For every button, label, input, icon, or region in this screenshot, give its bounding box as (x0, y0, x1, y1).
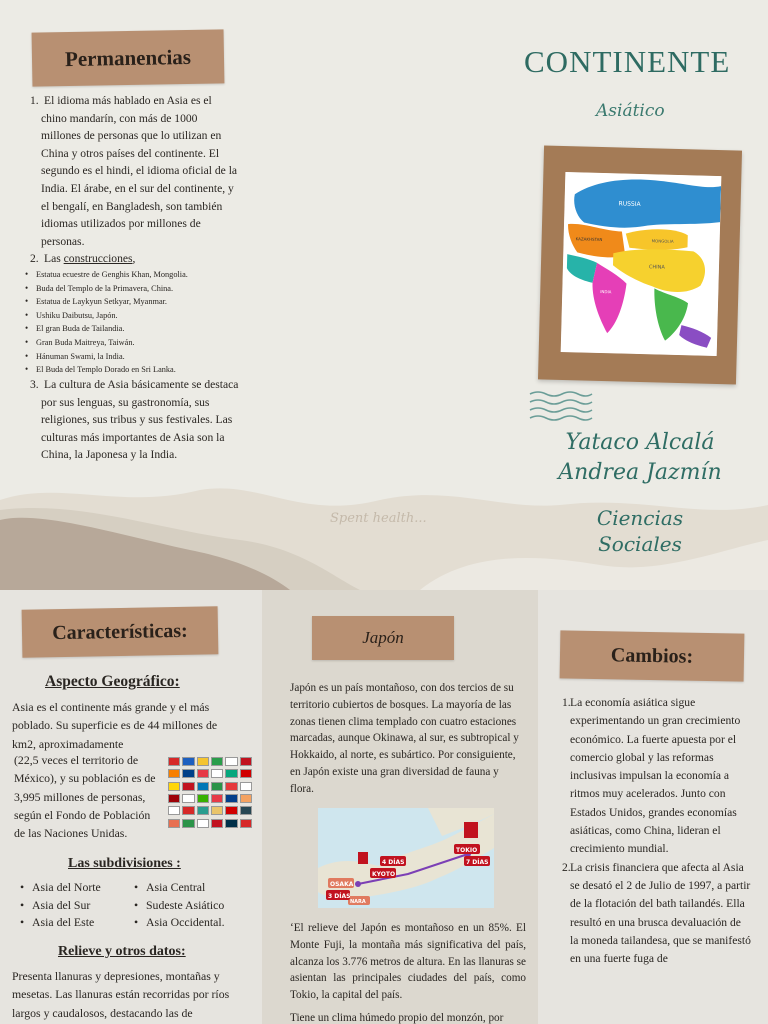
relieve-paragraph: Presenta llanuras y depresiones, montañas y mesetas. Las llanuras están recorridas por ríos largos y caudalosos, destacando las de (12, 969, 230, 1020)
japan-map-image (318, 808, 494, 908)
cover-subtitle: Asiático (596, 101, 665, 121)
perm-1-line: millones de personas que lo utilizan en (41, 129, 222, 143)
perm-1-line: India. El árabe, en el sur del continente, y (41, 181, 234, 195)
statues-list (24, 268, 264, 377)
permanencias-item-3 (30, 376, 258, 464)
list-item: • Buda del Templo de la Primavera, China. (24, 282, 264, 296)
author-line-1: Yataco Alcalá (565, 430, 715, 455)
subdivisiones-heading: Las subdivisiones : (68, 856, 181, 871)
list-item: 2.La crisis financiera que afecta al Asia se desató el 2 de Julio de 1997, a partir de la flotación del bath tailandés. Ella resultó en una brusca devaluación de la moneda tailandesa, que se manifestó en una fuerte fuga de (562, 860, 751, 966)
subject-line-1: Ciencias (596, 506, 684, 530)
author-line-2: Andrea Jazmín (558, 460, 722, 485)
construcciones-link[interactable]: construcciones (63, 252, 133, 265)
permanencias-item-1 (30, 92, 258, 250)
list-item: • Asia Occidental. (130, 914, 225, 932)
permanencias-item-2 (30, 250, 258, 268)
list-item: • El Buda del Templo Dorado en Sri Lanka. (24, 363, 264, 377)
map-label-kyoto: KYOTO (372, 871, 396, 878)
map-label-kazakhstan: KAZAKHSTAN (575, 236, 603, 243)
postmark-decoration (528, 388, 594, 424)
japon-title: Japón (312, 616, 454, 660)
cover-title: CONTINENTE (524, 44, 731, 79)
map-label-7-dias: 7 DÍAS (466, 859, 489, 866)
perm-3-line: culturas más importantes de Asia son la (41, 430, 225, 444)
aspecto-geografico-heading: Aspecto Geográfico: (45, 673, 180, 690)
permanencias-title: Permanencias (32, 29, 225, 86)
subdivisiones-list-left (16, 879, 101, 932)
map-label-osaka: OSAKA (330, 881, 354, 888)
asia-map (561, 172, 722, 356)
list-item: • Sudeste Asiático (130, 897, 225, 915)
svg-text:Spent health...: Spent health... (330, 511, 427, 526)
perm-1-line: chino mandarín, con más de 1000 (41, 111, 198, 125)
perm-1-line: el bengalí, en Bangladesh, son también (41, 199, 223, 213)
perm-3-line: por sus lenguas, su gastronomía, sus (41, 395, 210, 409)
list-item: • Estatua de Laykyun Setkyar, Myanmar. (24, 295, 264, 309)
asian-flags-image (168, 757, 252, 829)
japan-route-map (318, 808, 494, 908)
japon-paragraph-2: ‘El relieve del Japón es montañoso en un 85%. El Monte Fuji, la montaña más significativa del país, alcanza los 3.776 metros de altura. En las llanuras se asientan las principales ciudades del país, como Tokio, la capital del país. (290, 922, 526, 1002)
subject-name (560, 505, 720, 557)
map-label-tokio: TOKIO (456, 847, 478, 854)
map-label-mongolia: MONGOLIA (651, 238, 674, 244)
japon-paragraph-1: Japón es un país montañoso, con dos tercios de su territorio cubiertos de bosques. La mayoría de las zonas tienen clima templado con cuatro estaciones marcadas, aunque Okinawa, al sur, es subtropical y Hokkaido, al norte, es subártico. Por consiguiente, en Japón existe una gran diversidad de fauna y flora. (290, 682, 519, 795)
perm-1-line: idiomas utilizados por millones de (41, 217, 201, 231)
list-item: • Asia del Sur (16, 897, 101, 915)
subdivisiones-list-right (130, 879, 225, 932)
aspecto-paragraph-2: (22,5 veces el territorio de México), y su población es de 3,995 millones de personas, según el Fondo de Población de las Naciones Unidas. (14, 753, 156, 841)
list-item: 1.La economía asiática sigue experimentando un gran crecimiento económico. La fuerte apuesta por el comercio global y las reformas inclusivas impulsan la economía a ritmos muy acelerados. Junto con Estados Unidos, grandes economías asiáticas, como China, lideran el crecimiento mundial. (562, 696, 741, 856)
caracteristicas-title: Características: (22, 606, 219, 657)
perm-1-line: segundo es el hindi, el idioma oficial de la (41, 164, 238, 178)
list-item: • Hánuman Swami, la India. (24, 350, 264, 364)
perm-1-line: personas. (41, 234, 85, 248)
author-name (520, 428, 760, 488)
japon-paragraph-3: Tiene un clima húmedo propio del monzón, por (290, 1012, 504, 1024)
aspecto-paragraph-1: Asia es el continente más grande y el más poblado. Su superficie es de 44 millones de km2, aproximadamente (12, 700, 218, 751)
perm-3-line: 3. La cultura de Asia básicamente se destaca (30, 378, 239, 391)
map-label-nara: NARA (350, 899, 366, 905)
list-item: • Asia Central (130, 879, 225, 897)
perm-1-line: China y otros países del continente. El (41, 146, 220, 160)
list-item: • Asia del Norte (16, 879, 101, 897)
asia-map-image (561, 172, 722, 356)
list-item: • Estatua ecuestre de Genghis Khan, Mongolia. (24, 268, 264, 282)
list-item: • Gran Buda Maitreya, Taiwán. (24, 336, 264, 350)
cambios-title: Cambios: (560, 630, 745, 681)
asia-map-frame (538, 145, 742, 384)
perm-1-line: 1. El idioma más hablado en Asia es el (30, 94, 212, 107)
perm-2-line: 2. Las construcciones, (30, 252, 136, 265)
subject-line-2: Sociales (598, 532, 682, 556)
perm-3-line: China, la Japonesa y la India. (41, 448, 178, 462)
content-panel (0, 590, 768, 1024)
perm-3-line: religiones, sus tribus y sus festivales. Las (41, 413, 233, 427)
cambios-list (562, 694, 752, 968)
map-label-3-dias: 3 DÍAS (328, 893, 351, 900)
list-item: • Ushiku Daibutsu, Japón. (24, 309, 264, 323)
map-label-china: CHINA (648, 264, 665, 271)
relieve-heading: Relieve y otros datos: (58, 944, 186, 959)
list-item: • El gran Buda de Tailandia. (24, 322, 264, 336)
map-label-russia: RUSSIA (618, 200, 641, 208)
map-label-india: INDIA (600, 288, 612, 295)
map-label-4-dias: 4 DÍAS (382, 859, 405, 866)
list-item: • Asia del Este (16, 914, 101, 932)
